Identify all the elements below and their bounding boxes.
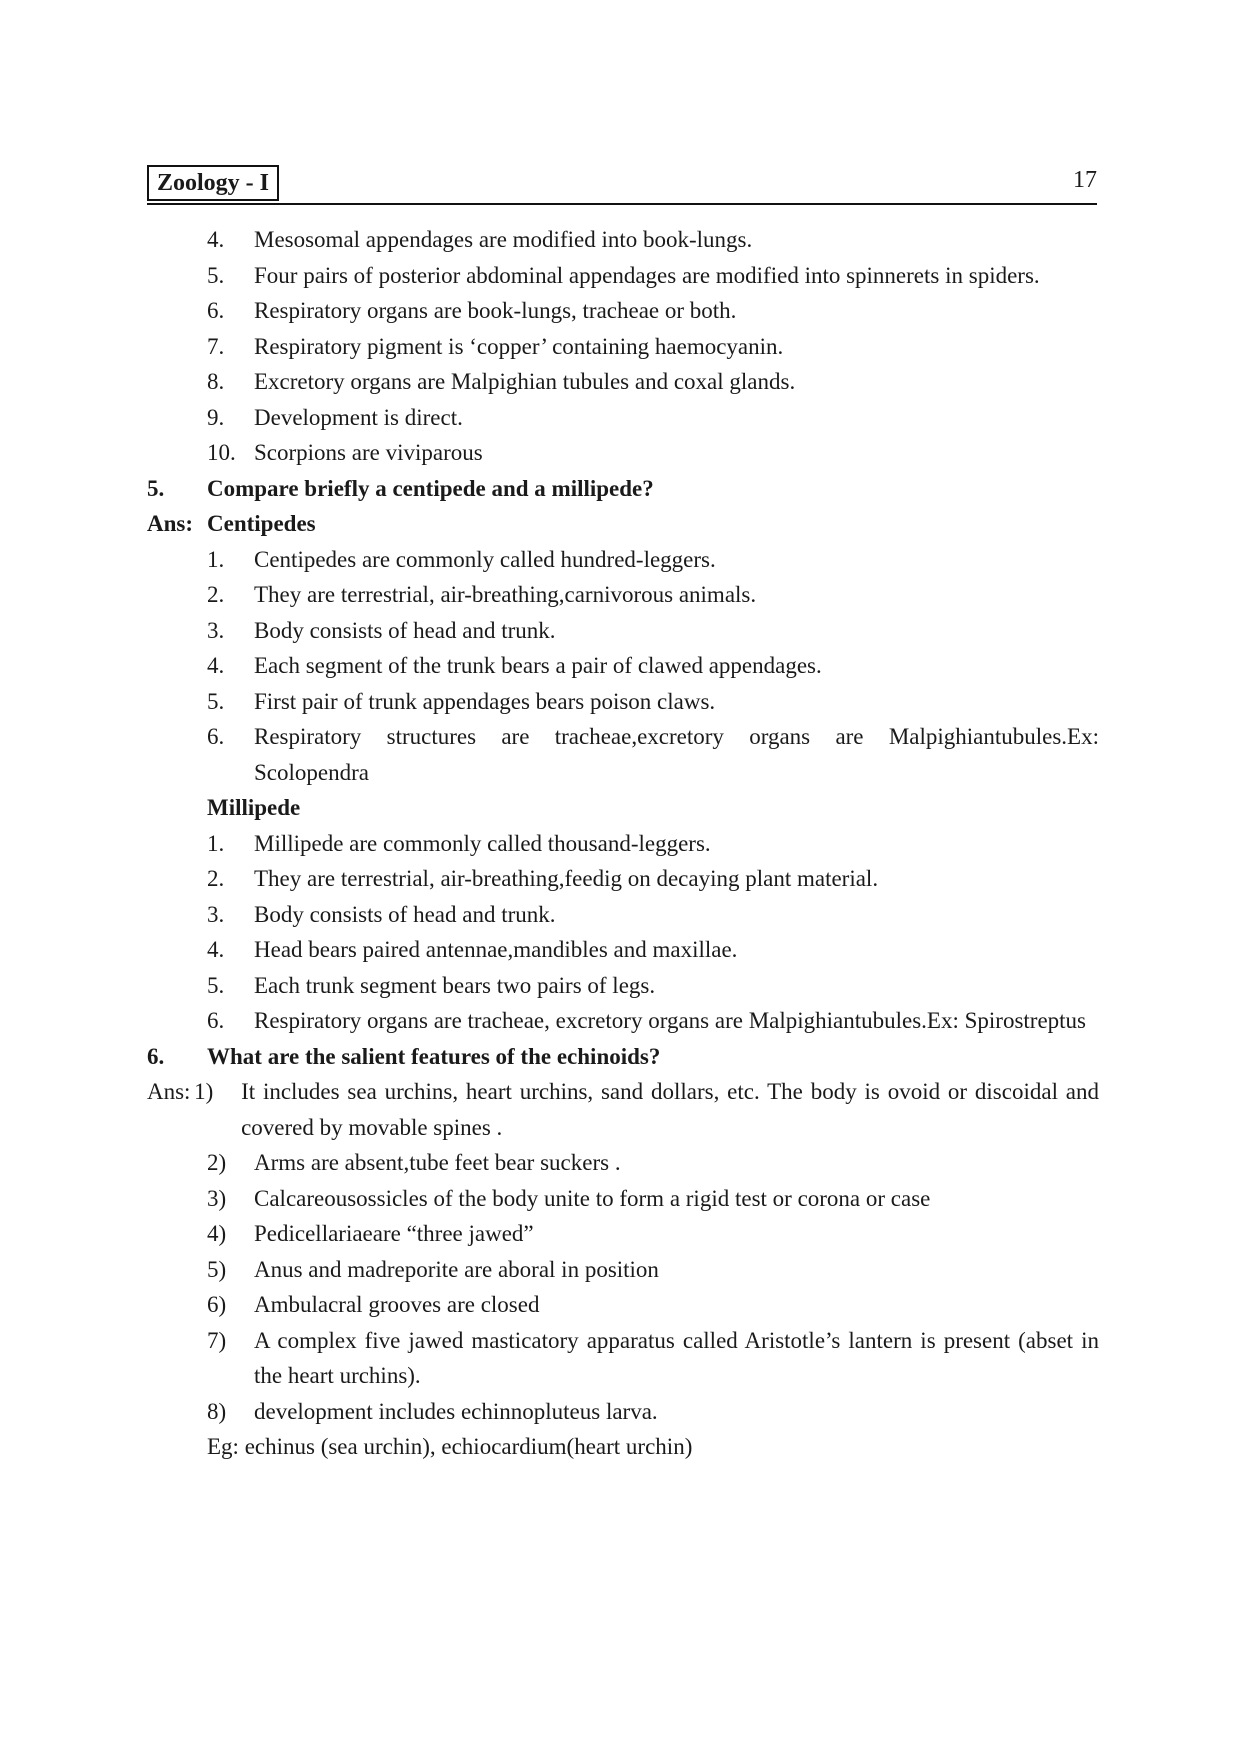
item-text: Respiratory pigment is ‘copper’ containing haemocyanin. (254, 333, 784, 359)
question-text: Compare briefly a centipede and a millipede? (207, 475, 654, 501)
item-text: Each segment of the trunk bears a pair of clawed appendages. (254, 653, 822, 678)
list-item (147, 932, 1099, 968)
book-title: Zoology - I (147, 165, 279, 201)
millipede-list (147, 826, 1099, 1039)
item-number: 6. (207, 724, 225, 749)
item-text: Body consists of head and trunk. (254, 617, 556, 643)
question-text: What are the salient features of the echinoids? (207, 1043, 661, 1069)
list-item (147, 364, 1099, 400)
item-text: Respiratory structures are tracheae,excretory organs are Malpighiantubules.Ex: Scolopendra (254, 724, 1099, 785)
question-5 (147, 471, 1099, 507)
item-text: Ambulacral grooves are closed (254, 1292, 540, 1317)
list-item (147, 861, 1099, 897)
item-number: 3) (207, 1185, 227, 1211)
list-item (147, 1181, 1099, 1217)
list-item (147, 400, 1099, 436)
list-item (147, 222, 1099, 258)
millipede-heading: Millipede (207, 795, 301, 820)
item-text: Anus and madreporite are aboral in position (254, 1256, 659, 1282)
item-number: 6) (207, 1292, 227, 1317)
item-text: Respiratory organs are tracheae, excretory organs are Malpighiantubules.Ex: Spirostreptus (254, 1008, 1086, 1033)
item-text: Each trunk segment bears two pairs of legs. (254, 972, 656, 998)
item-number: 8) (207, 1398, 227, 1424)
centipedes-heading: Centipedes (207, 511, 316, 536)
item-number: 5) (207, 1256, 227, 1282)
item-number: 9. (207, 404, 225, 430)
item-number: 5. (207, 262, 225, 288)
item-text: They are terrestrial, air-breathing,feedig on decaying plant material. (254, 866, 879, 891)
item-text: Mesosomal appendages are modified into book-lungs. (254, 227, 753, 252)
list-item (147, 329, 1099, 365)
item-number: 5. (207, 972, 225, 998)
list-item (147, 968, 1099, 1004)
list-item (147, 435, 1099, 471)
question-number: 6. (147, 1043, 165, 1069)
list-item (147, 826, 1099, 862)
item-text: Scorpions are viviparous (254, 440, 483, 465)
item-number: 2) (207, 1150, 227, 1175)
item-number: 7. (207, 333, 225, 359)
list-item (147, 293, 1099, 329)
item-text: Pedicellariaeare “three jawed” (254, 1221, 534, 1246)
item-text: Body consists of head and trunk. (254, 901, 556, 927)
list-item (147, 897, 1099, 933)
list-item (147, 1003, 1099, 1039)
item-text: Centipedes are commonly called hundred-leggers. (254, 546, 716, 572)
list-item (147, 542, 1099, 578)
item-number: 2. (207, 582, 225, 607)
item-number: 4) (207, 1221, 227, 1246)
item-text: Respiratory organs are book-lungs, tracheae or both. (254, 298, 737, 323)
example-line: Eg: echinus (sea urchin), echiocardium(heart urchin) (207, 1434, 693, 1459)
item-number: 1. (207, 830, 225, 856)
item-number: 7) (207, 1327, 227, 1353)
list-item (147, 719, 1099, 790)
list-item (147, 1216, 1099, 1252)
question-6 (147, 1039, 1099, 1075)
item-text: They are terrestrial, air-breathing,carnivorous animals. (254, 582, 757, 607)
list-item (147, 1145, 1099, 1181)
item-number: 6. (207, 298, 225, 323)
item-number: 4. (207, 937, 225, 962)
item-number: 4. (207, 653, 225, 678)
page-number: 17 (1073, 167, 1097, 193)
item-number: 3. (207, 617, 225, 643)
list-item (147, 1252, 1099, 1288)
item-number: 3. (207, 901, 225, 927)
page-header (147, 165, 1097, 205)
list-item (147, 684, 1099, 720)
list-item (147, 258, 1099, 294)
item-text: A complex five jawed masticatory apparatus called Aristotle’s lantern is present (abset in the heart urchins). (254, 1327, 1099, 1388)
item-number: 1. (207, 546, 225, 572)
answer-label: Ans: (147, 511, 194, 536)
item-number: 4. (207, 227, 225, 252)
page-content (147, 222, 1099, 1465)
item-text: Head bears paired antennae,mandibles and maxillae. (254, 937, 738, 962)
item-number: 6. (207, 1008, 225, 1033)
item-text: Excretory organs are Malpighian tubules and coxal glands. (254, 369, 796, 394)
item-text: Calcareousossicles of the body unite to form a rigid test or corona or case (254, 1185, 931, 1211)
list-item (147, 1323, 1099, 1394)
question-number: 5. (147, 475, 165, 501)
item-number: 2. (207, 866, 225, 891)
centipedes-list (147, 542, 1099, 791)
answer-5-heading (147, 506, 1099, 542)
item-text: Development is direct. (254, 404, 463, 430)
list-item (147, 613, 1099, 649)
item-text: development includes echinnopluteus larva. (254, 1398, 658, 1424)
item-number: 8. (207, 369, 225, 394)
item-text: It includes sea urchins, heart urchins, sand dollars, etc. The body is ovoid or discoidal and covered by movable spines . (241, 1079, 1099, 1140)
list-item (147, 1074, 1099, 1145)
arachnida-list (147, 222, 1099, 471)
answer-label: Ans: (147, 1079, 191, 1104)
echinoids-list (147, 1074, 1099, 1429)
item-text: Arms are absent,tube feet bear suckers . (254, 1150, 621, 1175)
list-item (147, 648, 1099, 684)
item-text: Four pairs of posterior abdominal appendages are modified into spinnerets in spiders. (254, 262, 1040, 288)
list-item (147, 577, 1099, 613)
item-number: 10. (207, 440, 236, 465)
list-item (147, 1394, 1099, 1430)
list-item (147, 1287, 1099, 1323)
item-number: 1) (194, 1079, 214, 1104)
item-text: First pair of trunk appendages bears poison claws. (254, 688, 716, 714)
item-number: 5. (207, 688, 225, 714)
item-text: Millipede are commonly called thousand-leggers. (254, 830, 711, 856)
